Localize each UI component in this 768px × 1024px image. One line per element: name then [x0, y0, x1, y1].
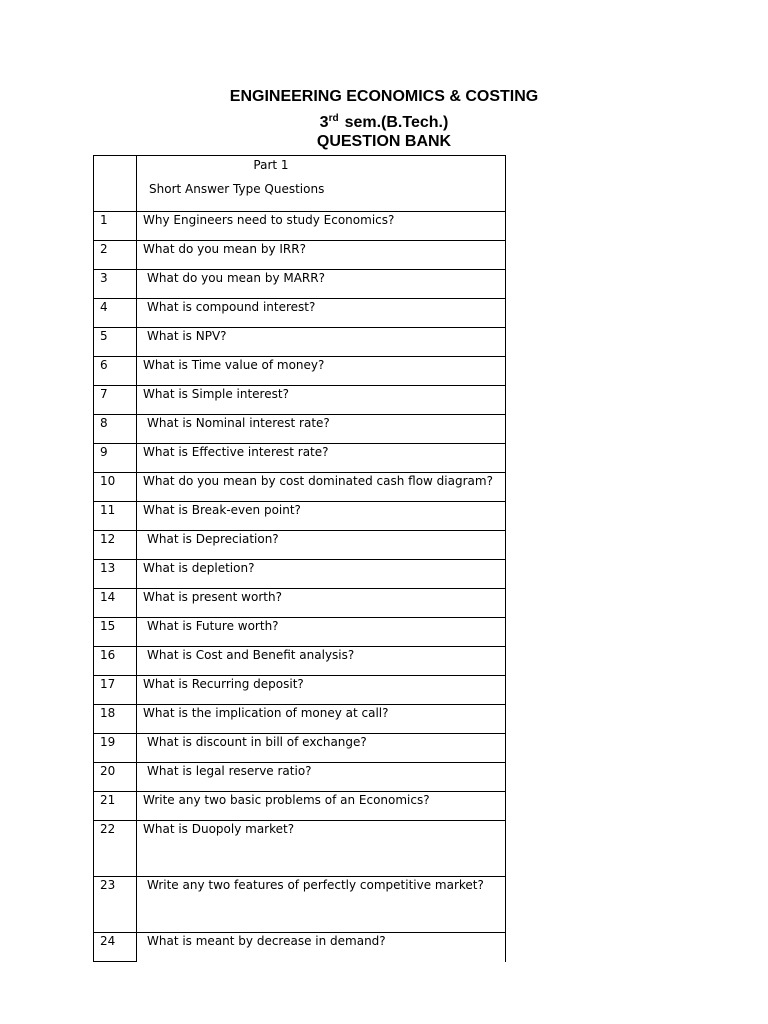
- question-text: What is meant by decrease in demand?: [137, 933, 506, 962]
- table-row: [94, 357, 506, 386]
- table-header-row: [94, 156, 506, 212]
- question-text: Write any two basic problems of an Economics?: [137, 792, 506, 821]
- part-label: Part 1: [253, 158, 289, 172]
- table-row: [94, 647, 506, 676]
- question-text: What is Depreciation?: [137, 531, 506, 560]
- question-number: 18: [94, 705, 137, 734]
- table-row: [94, 386, 506, 415]
- question-number: 22: [94, 821, 137, 877]
- question-number: 23: [94, 877, 137, 933]
- semester-text: sem.(B.Tech.): [344, 114, 449, 131]
- question-number: 8: [94, 415, 137, 444]
- table-row: [94, 444, 506, 473]
- document-title: ENGINEERING ECONOMICS & COSTING: [229, 88, 539, 105]
- question-number: 13: [94, 560, 137, 589]
- question-text: What is Break-even point?: [137, 502, 506, 531]
- table-row: [94, 676, 506, 705]
- table-row: [94, 212, 506, 241]
- question-text: What is NPV?: [137, 328, 506, 357]
- table-row: [94, 502, 506, 531]
- question-number: 17: [94, 676, 137, 705]
- question-text: What is Effective interest rate?: [137, 444, 506, 473]
- question-number: 7: [94, 386, 137, 415]
- table-row: [94, 763, 506, 792]
- semester-suffix: rd: [328, 113, 339, 124]
- question-number: 14: [94, 589, 137, 618]
- section-subtitle: Short Answer Type Questions: [149, 182, 325, 196]
- question-text: Write any two features of perfectly competitive market?: [137, 877, 506, 933]
- semester-number: 3: [319, 114, 329, 131]
- table-row: [94, 415, 506, 444]
- question-number: 2: [94, 241, 137, 270]
- question-text: Why Engineers need to study Economics?: [137, 212, 506, 241]
- question-text: What is Duopoly market?: [137, 821, 506, 877]
- question-text: What do you mean by IRR?: [137, 241, 506, 270]
- question-bank-title: QUESTION BANK: [316, 133, 452, 150]
- table-row: [94, 734, 506, 763]
- table-row: [94, 821, 506, 877]
- table-row: [94, 328, 506, 357]
- table-row: [94, 299, 506, 328]
- question-text: What is Nominal interest rate?: [137, 415, 506, 444]
- table-row: [94, 270, 506, 299]
- question-text: What is depletion?: [137, 560, 506, 589]
- question-number: 21: [94, 792, 137, 821]
- table-row: [94, 560, 506, 589]
- question-text: What is Cost and Benefit analysis?: [137, 647, 506, 676]
- table-row: [94, 792, 506, 821]
- question-number: 3: [94, 270, 137, 299]
- question-number: 20: [94, 763, 137, 792]
- question-number: 24: [94, 933, 137, 962]
- question-number: 1: [94, 212, 137, 241]
- question-text: What is Time value of money?: [137, 357, 506, 386]
- question-text: What do you mean by MARR?: [137, 270, 506, 299]
- question-text: What is Recurring deposit?: [137, 676, 506, 705]
- question-text: What is the implication of money at call?: [137, 705, 506, 734]
- question-number: 11: [94, 502, 137, 531]
- table-row: [94, 531, 506, 560]
- table-row: [94, 241, 506, 270]
- question-number: 9: [94, 444, 137, 473]
- question-number: 5: [94, 328, 137, 357]
- table-row: [94, 705, 506, 734]
- table-row: [94, 618, 506, 647]
- question-text: What is Simple interest?: [137, 386, 506, 415]
- table-row: [94, 473, 506, 502]
- header-section-cell: [137, 156, 506, 212]
- table-row: [94, 589, 506, 618]
- question-number: 12: [94, 531, 137, 560]
- question-number: 19: [94, 734, 137, 763]
- table-row: [94, 877, 506, 933]
- question-text: What is Future worth?: [137, 618, 506, 647]
- question-number: 16: [94, 647, 137, 676]
- table-row: [94, 933, 506, 962]
- question-table: [93, 155, 506, 962]
- question-number: 6: [94, 357, 137, 386]
- question-number: 4: [94, 299, 137, 328]
- question-text: What is legal reserve ratio?: [137, 763, 506, 792]
- question-number: 10: [94, 473, 137, 502]
- question-number: 15: [94, 618, 137, 647]
- question-text: What is discount in bill of exchange?: [137, 734, 506, 763]
- question-text: What is compound interest?: [137, 299, 506, 328]
- question-text: What do you mean by cost dominated cash flow diagram?: [137, 473, 506, 502]
- question-text: What is present worth?: [137, 589, 506, 618]
- header-number-cell: [94, 156, 137, 212]
